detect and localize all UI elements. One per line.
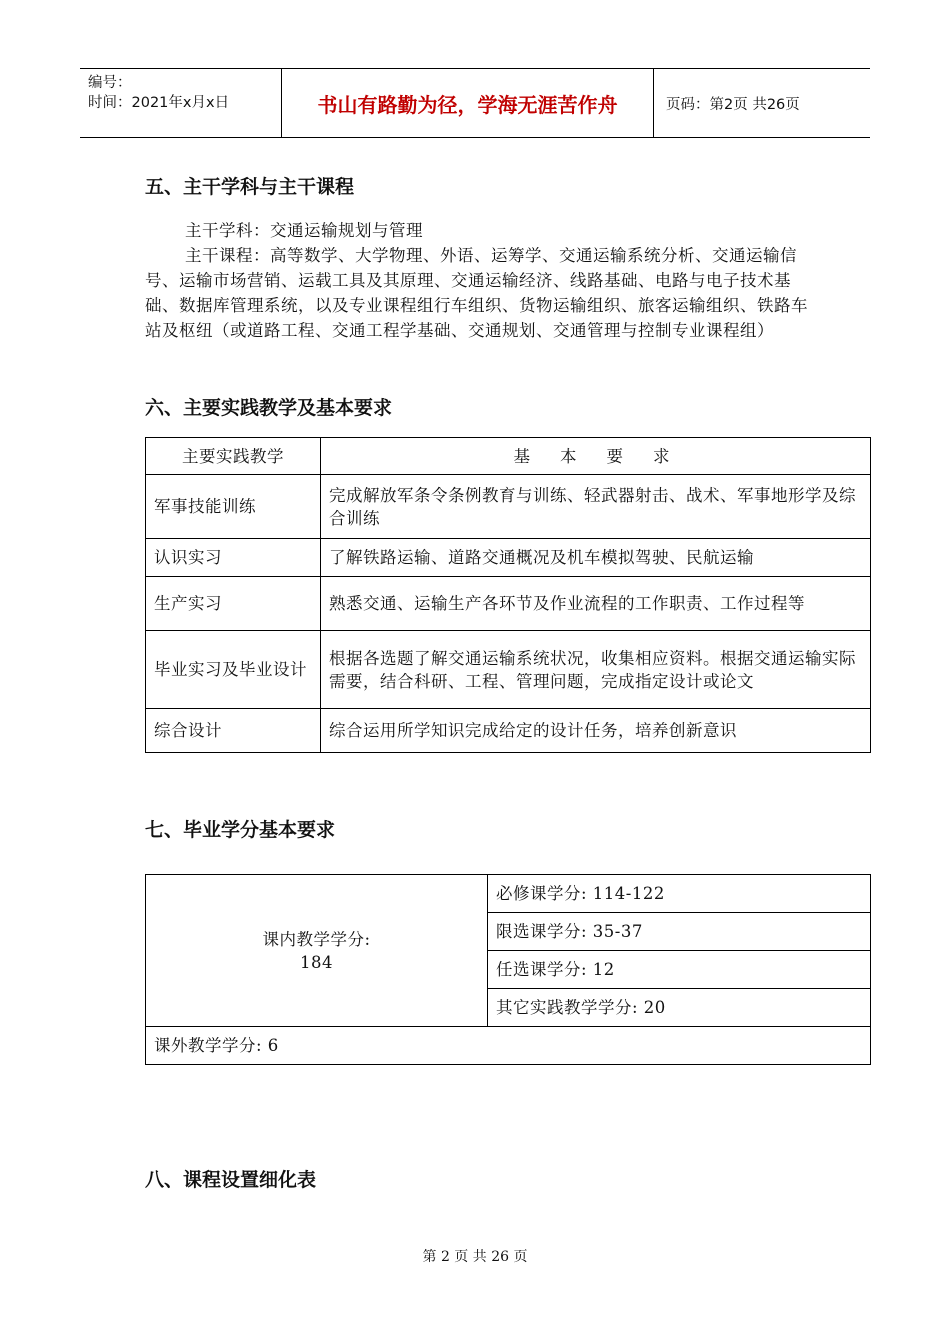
- table-row: [146, 875, 871, 913]
- table-header-row: [146, 438, 871, 475]
- section6-title: 六、主要实践教学及基本要求: [145, 397, 393, 419]
- table-row: [146, 539, 871, 577]
- practice-requirement: 根据各选题了解交通运输系统状况，收集相应资料。根据交通运输实际需要，结合科研、工程、管理问题，完成指定设计或论文: [321, 631, 871, 709]
- practice-table: [145, 437, 871, 753]
- header-page: 页码：第2页 共26页: [666, 96, 800, 113]
- credit-item: 任选课学分: 12: [488, 951, 871, 989]
- practice-requirement: 熟悉交通、运输生产各环节及作业流程的工作职责、工作过程等: [321, 577, 871, 631]
- practice-name: 认识实习: [146, 539, 321, 577]
- header-cell-practice: 主要实践教学: [146, 438, 321, 475]
- practice-name: 军事技能训练: [146, 475, 321, 539]
- table-row: [146, 475, 871, 539]
- out-class-credits: 课外教学学分: 6: [146, 1027, 871, 1065]
- table-row: [146, 1027, 871, 1065]
- section8-title: 八、课程设置细化表: [145, 1169, 317, 1191]
- main-courses: 主干课程：高等数学、大学物理、外语、运筹学、交通运输系统分析、交通运输信号、运输市场营销、运载工具及其原理、交通运输经济、线路基础、电路与电子技术基础、数据库管理系统，以及专业课程组行车组织、货物运输组织、旅客运输组织、铁路车站及枢纽（或道路工程、交通工程学基础、交通规划、交通管理与控制专业课程组）: [145, 246, 808, 340]
- header-meta: [80, 69, 282, 137]
- section5-title: 五、主干学科与主干课程: [145, 176, 355, 198]
- table-row: [146, 577, 871, 631]
- in-class-credits-cell: [146, 875, 488, 1027]
- practice-name: 毕业实习及毕业设计: [146, 631, 321, 709]
- table-row: [146, 709, 871, 753]
- credit-item: 其它实践教学学分: 20: [488, 989, 871, 1027]
- in-class-credits-value: 184: [300, 952, 333, 972]
- header-cell-requirements: 基本要求: [321, 438, 871, 475]
- section7-title: 七、毕业学分基本要求: [145, 819, 336, 841]
- credit-table: [145, 874, 871, 1065]
- page-header: [80, 68, 870, 138]
- credit-item: 限选课学分: 35-37: [488, 913, 871, 951]
- time-label: 时间：2021年x月x日: [88, 95, 230, 111]
- practice-name: 生产实习: [146, 577, 321, 631]
- practice-requirement: 了解铁路运输、道路交通概况及机车模拟驾驶、民航运输: [321, 539, 871, 577]
- practice-name: 综合设计: [146, 709, 321, 753]
- page-footer: 第 2 页 共 26 页: [422, 1249, 528, 1265]
- header-motto: 书山有路勤为径，学海无涯苦作舟: [282, 69, 654, 137]
- section5-body: [145, 218, 810, 343]
- practice-requirement: 完成解放军条令条例教育与训练、轻武器射击、战术、军事地形学及综合训练: [321, 475, 871, 539]
- table-row: [146, 631, 871, 709]
- number-label: 编号：: [88, 75, 132, 91]
- in-class-credits-label: 课内教学学分:: [262, 929, 371, 949]
- main-discipline: 主干学科：交通运输规划与管理: [185, 221, 423, 240]
- credit-item: 必修课学分: 114-122: [488, 875, 871, 913]
- practice-requirement: 综合运用所学知识完成给定的设计任务，培养创新意识: [321, 709, 871, 753]
